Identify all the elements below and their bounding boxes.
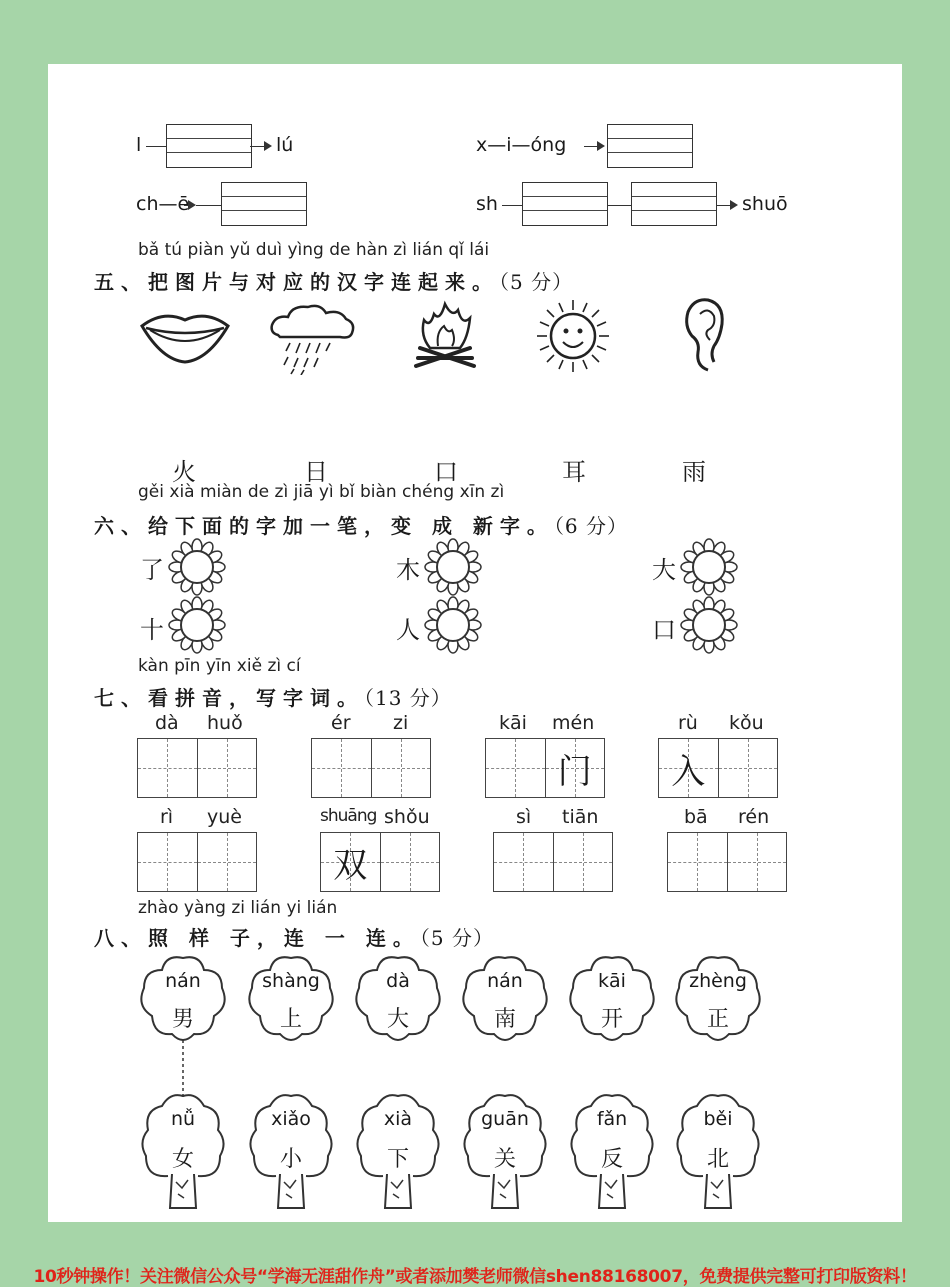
tree-char: 女 bbox=[171, 1147, 194, 1172]
tree-pinyin: xiǎo bbox=[271, 1108, 311, 1130]
match-char[interactable]: 火 bbox=[172, 458, 196, 486]
answer-flower[interactable] bbox=[168, 538, 226, 596]
base-char: 口 bbox=[652, 616, 676, 644]
base-char: 大 bbox=[652, 556, 676, 584]
pinyin-start-sh: sh bbox=[476, 193, 498, 215]
answer-flower[interactable] bbox=[680, 596, 738, 654]
answer-box[interactable] bbox=[522, 182, 608, 226]
writing-grid[interactable] bbox=[667, 832, 787, 892]
base-char: 木 bbox=[396, 556, 420, 584]
section7-title: 七、看拼音，写字词。（13 分） bbox=[94, 686, 452, 710]
word-pinyin: tiān bbox=[562, 806, 599, 828]
writing-grid[interactable]: 门 bbox=[485, 738, 605, 798]
base-char: 人 bbox=[396, 616, 420, 644]
word-pinyin: zi bbox=[393, 712, 409, 734]
sun-picture bbox=[535, 298, 611, 374]
tree-pinyin: nǚ bbox=[170, 1108, 196, 1130]
flower-char: 开 bbox=[600, 1007, 623, 1032]
word-pinyin: yuè bbox=[207, 806, 242, 828]
section6-title: 六、给下面的字加一笔，变 成 新字。（6 分） bbox=[94, 514, 629, 538]
section7-pinyin: kàn pīn yīn xiě zì cí bbox=[138, 656, 301, 676]
answer-flower[interactable] bbox=[424, 596, 482, 654]
word-pinyin: shǒu bbox=[384, 806, 430, 828]
answer-box[interactable] bbox=[166, 124, 252, 168]
rain-cloud-picture bbox=[266, 303, 358, 375]
section8-title: 八、照 样 子，连 一 连。（5 分） bbox=[94, 926, 494, 950]
pinyin-tree[interactable] bbox=[673, 1090, 763, 1214]
mouth-picture bbox=[138, 308, 232, 368]
tree-char: 北 bbox=[706, 1147, 729, 1172]
match-char[interactable]: 口 bbox=[434, 458, 458, 486]
footer-promo: 10秒钟操作！关注微信公众号“学海无涯甜作舟”或者添加樊老师微信shen88168007，免费提供完整可打印版资料！ bbox=[33, 1267, 917, 1287]
word-pinyin: rù bbox=[678, 712, 698, 734]
pinyin-tree[interactable] bbox=[138, 1090, 228, 1214]
section8-pinyin: zhào yàng zi lián yi lián bbox=[138, 898, 338, 918]
pinyin-flower[interactable] bbox=[460, 952, 550, 1044]
answer-box[interactable] bbox=[631, 182, 717, 226]
tree-char: 反 bbox=[600, 1147, 623, 1172]
tree-char: 小 bbox=[279, 1147, 302, 1172]
flower-char: 男 bbox=[171, 1007, 194, 1032]
flower-char: 南 bbox=[493, 1007, 516, 1032]
section5-title: 五、把图片与对应的汉字连起来。（5 分） bbox=[94, 270, 574, 294]
answer-box[interactable] bbox=[607, 124, 693, 168]
writing-grid[interactable]: 入 bbox=[658, 738, 778, 798]
pinyin-flower[interactable] bbox=[246, 952, 336, 1044]
flower-pinyin: nán bbox=[487, 970, 523, 992]
pinyin-tree[interactable] bbox=[567, 1090, 657, 1214]
answer-flower[interactable] bbox=[680, 538, 738, 596]
pinyin-flower[interactable] bbox=[673, 952, 763, 1044]
pinyin-flower[interactable] bbox=[567, 952, 657, 1044]
flower-pinyin: dà bbox=[386, 970, 410, 992]
word-pinyin: dà bbox=[155, 712, 179, 734]
pinyin-start-l: l bbox=[136, 134, 142, 156]
match-char[interactable]: 日 bbox=[304, 458, 328, 486]
word-pinyin: mén bbox=[552, 712, 595, 734]
tree-pinyin: xià bbox=[383, 1108, 413, 1130]
writing-grid[interactable]: 双 bbox=[320, 832, 440, 892]
tree-char: 关 bbox=[493, 1147, 516, 1172]
pinyin-tree[interactable] bbox=[353, 1090, 443, 1214]
answer-flower[interactable] bbox=[168, 596, 226, 654]
example-dotted-link bbox=[178, 1040, 188, 1100]
section6-pinyin: gěi xià miàn de zì jiā yì bǐ biàn chéng xīn zì bbox=[138, 482, 505, 502]
pinyin-flower[interactable] bbox=[138, 952, 228, 1044]
word-pinyin: ér bbox=[331, 712, 351, 734]
flower-pinyin: shàng bbox=[262, 970, 320, 992]
flower-char: 大 bbox=[386, 1007, 409, 1032]
writing-grid[interactable] bbox=[137, 738, 257, 798]
tree-pinyin: fǎn bbox=[596, 1108, 628, 1130]
tree-pinyin: běi bbox=[703, 1108, 733, 1130]
pinyin-start-xiong: x—i—óng bbox=[476, 134, 567, 156]
word-pinyin: kāi bbox=[499, 712, 527, 734]
answer-flower[interactable] bbox=[424, 538, 482, 596]
writing-grid[interactable] bbox=[137, 832, 257, 892]
word-pinyin: shuāng bbox=[320, 806, 377, 826]
writing-grid[interactable] bbox=[493, 832, 613, 892]
pinyin-flower[interactable] bbox=[353, 952, 443, 1044]
pinyin-result-lu: lú bbox=[276, 134, 294, 156]
flower-char: 上 bbox=[279, 1007, 302, 1032]
section5-pinyin: bǎ tú piàn yǔ duì yìng de hàn zì lián qǐ lái bbox=[138, 240, 490, 260]
flower-char: 正 bbox=[706, 1007, 729, 1032]
pinyin-tree[interactable] bbox=[246, 1090, 336, 1214]
base-char: 了 bbox=[140, 556, 164, 584]
pinyin-result-shuo: shuō bbox=[742, 193, 788, 215]
pinyin-tree[interactable] bbox=[460, 1090, 550, 1214]
match-char[interactable]: 耳 bbox=[562, 458, 586, 486]
tree-pinyin: guān bbox=[481, 1108, 529, 1130]
base-char: 十 bbox=[140, 616, 164, 644]
word-pinyin: kǒu bbox=[729, 712, 764, 734]
flower-pinyin: zhèng bbox=[689, 970, 747, 992]
ear-picture bbox=[680, 296, 726, 374]
tree-char: 下 bbox=[386, 1147, 409, 1172]
writing-grid[interactable] bbox=[311, 738, 431, 798]
fire-picture bbox=[410, 300, 480, 372]
word-pinyin: huǒ bbox=[207, 712, 243, 734]
word-pinyin: sì bbox=[516, 806, 532, 828]
match-char[interactable]: 雨 bbox=[682, 458, 706, 486]
answer-box[interactable] bbox=[221, 182, 307, 226]
flower-pinyin: nán bbox=[165, 970, 201, 992]
pinyin-start-che: ch—ē bbox=[136, 193, 190, 215]
word-pinyin: rì bbox=[160, 806, 174, 828]
word-pinyin: rén bbox=[738, 806, 770, 828]
word-pinyin: bā bbox=[684, 806, 708, 828]
flower-pinyin: kāi bbox=[598, 970, 626, 992]
